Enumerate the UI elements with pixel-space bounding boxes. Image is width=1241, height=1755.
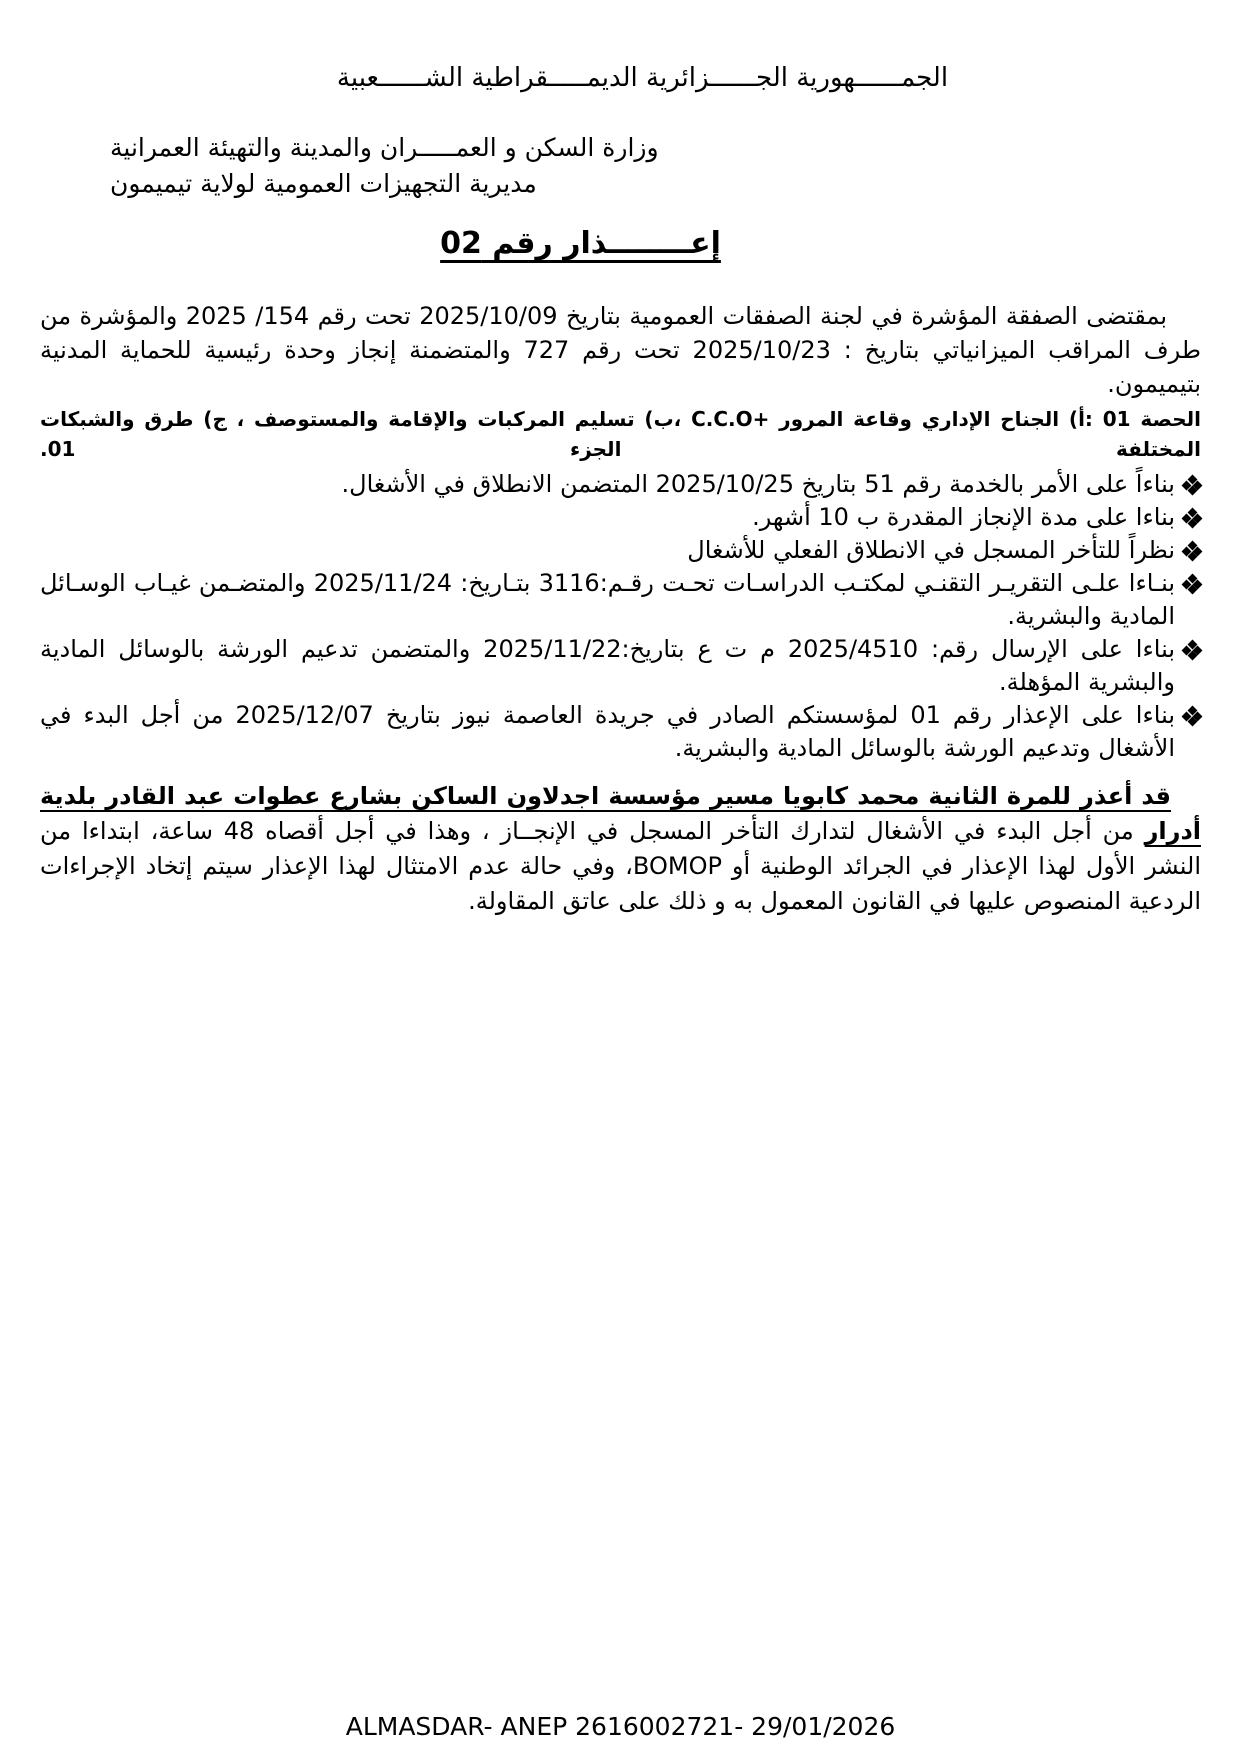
list-item — [40, 699, 1201, 765]
closing-emphasis-text: قد أعذر للمرة الثانية محمد كابويا مسير مؤسسة اجدلاون الساكن بشارع عطوات عبد القادر بلدية أدرار — [40, 782, 1202, 845]
closing-body-text: من أجل البدء في الأشغال لتدارك التأخر المسجل في الإنجــاز ، وهذا في أجل أقصاه 48 ساعة، ابتداءا من النشر الأول لهذا الإعذار في الجرائد الوطنية أو BOMOP، وفي حالة عدم الامتثال لهذا الإعذار سيتم إتخاد الإجراءات الردعية المنصوص عليها في القانون المعمول به و ذلك على عاتق المقاولة. — [40, 817, 1201, 915]
four-diamond-bullet-icon — [1183, 641, 1201, 659]
header-republic-line: الجمــــــهورية الجــــــزائرية الديمـــــقراطية الشــــــعبية — [336, 63, 949, 93]
intro-paragraph: بمقتضى الصفقة المؤشرة في لجنة الصفقات العمومية بتاريخ 2025/10/09 تحت رقم 154/ 2025 والمؤشرة من طرف المراقب الميزانياتي بتاريخ : 2025/10/23 تحت رقم 727 والمتضمنة إنجاز وحدة رئيسية للحماية المدنية بتيميمون. — [40, 302, 1201, 398]
list-item-text: بناءا على مدة الإنجاز المقدرة ب 10 أشهر. — [752, 503, 1175, 531]
list-item — [40, 567, 1201, 633]
notice-title — [0, 226, 1201, 261]
list-item — [40, 633, 1201, 699]
list-item — [40, 501, 1201, 534]
notice-title-text: إعــــــــذار رقم 02 — [440, 226, 721, 261]
list-item-text: بناءاً على الأمر بالخدمة رقم 51 بتاريخ 2025/10/25 المتضمن الانطلاق في الأشغال. — [341, 470, 1175, 498]
four-diamond-bullet-icon — [1183, 509, 1201, 527]
four-diamond-bullet-icon — [1183, 476, 1201, 494]
lot-description-line: الحصة 01 :أ) الجناح الإداري وقاعة المرور +C.C.O ،ب) تسليم المركبات والإقامة والمستوصف ، ج) طرق والشبكات المختلفة الجزء 01. — [40, 407, 1201, 461]
list-item-text: نظراً للتأخر المسجل في الانطلاق الفعلي للأشغال — [687, 536, 1175, 564]
notice-grounds-list — [40, 468, 1201, 765]
footer-anep-line: ALMASDAR- ANEP 2616002721- 29/01/2026 — [345, 1712, 896, 1741]
four-diamond-bullet-icon — [1183, 707, 1201, 725]
header-directorate-line: مديرية التجهيزات العمومية لولاية تيميمون — [110, 169, 537, 198]
list-item — [40, 534, 1201, 567]
list-item-text: بناءا على الإعذار رقم 01 لمؤسستكم الصادر في جريدة العاصمة نيوز بتاريخ 2025/12/07 من أجل البدء في الأشغال وتدعيم الورشة بالوسائل المادية والبشرية. — [40, 701, 1175, 762]
list-item-text: بنـاءا علـى التقريـر التقنـي لمكتـب الدراسـات تحـت رقـم:3116 بتـاريخ: 2025/11/24 والمتضـمن غيـاب الوسـائل المادية والبشرية. — [40, 569, 1176, 630]
four-diamond-bullet-icon — [1183, 542, 1201, 560]
list-item-text: بناءا على الإرسال رقم: 2025/4510 م ت ع بتاريخ:2025/11/22 والمتضمن تدعيم الورشة بالوسائل المادية والبشرية المؤهلة. — [40, 635, 1175, 696]
header-gov-block — [110, 130, 1241, 202]
four-diamond-bullet-icon — [1183, 575, 1201, 593]
header-ministry-line: وزارة السكن و العمـــــران والمدينة والتهيئة العمرانية — [110, 133, 659, 162]
closing-paragraph — [40, 779, 1201, 919]
list-item — [40, 468, 1201, 501]
